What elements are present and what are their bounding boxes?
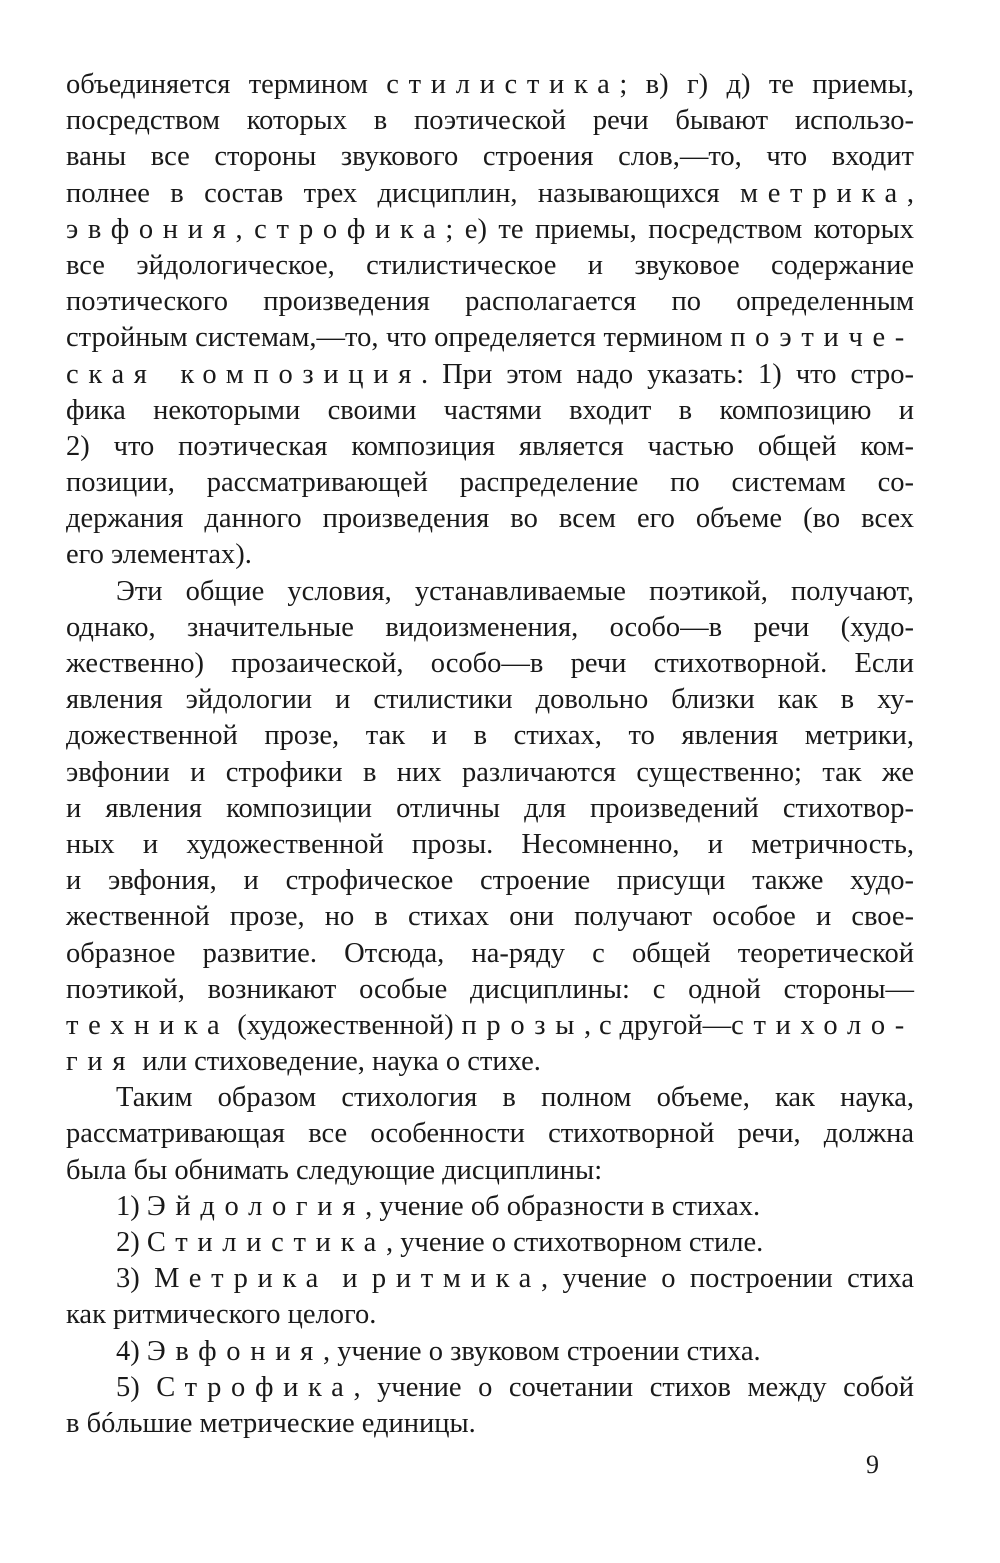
text-segment: или стиховедение, наука о стихе.: [135, 1046, 541, 1078]
text-segment: все эйдологическое, стилистическое и звуковое содержание: [66, 249, 914, 281]
emphasized-term: гия: [66, 1046, 136, 1078]
text-segment: 3): [116, 1263, 155, 1295]
text-segment: держания данного произведения во всем его объеме (во всех: [66, 503, 914, 535]
text-segment: фика некоторыми своими частями входит в композицию и: [66, 394, 914, 426]
text-segment: в бóльшие метрические единицы.: [66, 1407, 476, 1439]
text-segment: и: [327, 1263, 372, 1295]
text-line: [66, 827, 914, 863]
emphasized-term: эвфония: [66, 213, 236, 245]
text-line: [66, 1116, 914, 1152]
emphasized-term: Эвфония: [146, 1335, 323, 1367]
text-line: [66, 936, 914, 972]
text-line: [66, 103, 914, 139]
text-segment: объединяется термином: [66, 69, 387, 100]
text-segment: , с другой—: [584, 1009, 732, 1041]
text-segment: явления эйдологии и стилистики довольно близки как в ху-: [66, 684, 914, 716]
text-segment: , учение о сочетании стихов между собой: [353, 1371, 914, 1403]
text-line: [66, 1334, 914, 1370]
text-segment: , учение о звуковом строении стиха.: [322, 1335, 761, 1367]
emphasized-term: метрика: [739, 177, 907, 209]
text-line: [66, 755, 914, 791]
text-line: [66, 1189, 914, 1225]
text-line: [66, 972, 914, 1008]
emphasized-term: техника: [66, 1009, 230, 1041]
text-segment: стройным системам,—то, что определяется термином: [66, 322, 731, 354]
text-segment: посредством которых в поэтической речи бывают использо-: [66, 105, 914, 137]
text-segment: рассматривающая все особенности стихотворной речи, должна: [66, 1118, 914, 1150]
text-segment: , учение о стихотворном стиле.: [386, 1227, 764, 1258]
text-segment: жественной прозе, но в стихах они получают особое и свое-: [66, 901, 914, 933]
text-segment: позиции, рассматривающей распределение по системам со-: [66, 467, 914, 499]
text-line: [66, 320, 914, 356]
text-segment: ; в) г) д) те приемы,: [619, 69, 914, 100]
text-segment: и явления композиции отличны для произведений стихотвор-: [66, 792, 914, 824]
emphasized-term: Метрика: [154, 1263, 328, 1295]
text-line: [66, 1370, 914, 1406]
text-segment: и эвфония, и строфическое строение присущи также худо-: [66, 865, 914, 897]
text-segment: 1): [116, 1190, 147, 1222]
text-line: [66, 682, 914, 718]
text-segment: ваны все стороны звукового строения слов,—то, что входит: [66, 141, 914, 173]
text-segment: однако, значительные видоизменения, особо—в речи (худо-: [66, 611, 914, 643]
text-line: [66, 646, 914, 682]
page-number: 9: [866, 1450, 879, 1479]
text-line: [66, 1008, 914, 1044]
text-line: [66, 1153, 914, 1189]
text-segment: 2): [116, 1227, 147, 1258]
text-line: [66, 537, 914, 573]
text-line: [66, 429, 914, 465]
text-segment: (художественной): [229, 1009, 462, 1041]
text-segment: полнее в состав трех дисциплин, называющихся: [66, 177, 740, 209]
text-segment: ; е) те приемы, посредством которых: [445, 213, 914, 245]
text-segment: его элементах).: [66, 539, 252, 571]
emphasized-term: Эйдология: [146, 1190, 366, 1222]
text-line: [66, 465, 914, 501]
text-segment: , учение об образности в стихах.: [365, 1190, 761, 1222]
text-line: [66, 574, 914, 610]
text-line: [66, 791, 914, 827]
text-segment: как ритмического целого.: [66, 1299, 377, 1331]
text-segment: была бы обнимать следующие дисциплины:: [66, 1154, 603, 1186]
text-segment: эвфонии и строфики в них различаются существенно; так же: [66, 756, 914, 788]
emphasized-term: стилистика: [386, 69, 620, 100]
text-line: [66, 1406, 914, 1442]
text-segment: 5): [116, 1371, 157, 1403]
text-segment: ,: [906, 177, 914, 209]
emphasized-term: ская композиция: [66, 358, 421, 390]
page-text: [66, 67, 914, 1442]
text-line: [66, 212, 914, 248]
emphasized-term: поэтиче-: [730, 322, 914, 354]
text-segment: 2) что поэтическая композиция является частью общей ком-: [66, 430, 914, 462]
text-line: [66, 610, 914, 646]
text-segment: ных и художественной прозы. Несомненно, и метричность,: [66, 828, 914, 860]
emphasized-term: Стилистика: [146, 1227, 387, 1258]
text-segment: Эти общие условия, устанавливаемые поэтикой, получают,: [116, 575, 914, 607]
emphasized-term: стихоло-: [731, 1009, 914, 1041]
text-line: [66, 863, 914, 899]
text-segment: жественно) прозаической, особо—в речи стихотворной. Если: [66, 648, 914, 679]
text-line: [66, 67, 914, 103]
text-segment: дожественной прозе, так и в стихах, то явления метрики,: [66, 720, 914, 752]
emphasized-term: Строфика: [156, 1371, 354, 1403]
text-line: [66, 501, 914, 537]
text-segment: 4): [116, 1335, 147, 1367]
text-line: [66, 284, 914, 320]
text-segment: поэтического произведения располагается по определенным: [66, 286, 914, 318]
text-line: [66, 1080, 914, 1116]
text-line: [66, 357, 914, 393]
text-line: [66, 139, 914, 175]
text-line: [66, 718, 914, 754]
emphasized-term: строфика: [254, 213, 446, 245]
text-segment: образное развитие. Отсюда, на-ряду с общей теоретической: [66, 937, 914, 969]
text-segment: поэтикой, возникают особые дисциплины: с одной стороны—: [66, 973, 914, 1005]
emphasized-term: ритмика: [371, 1263, 542, 1295]
text-line: [66, 248, 914, 284]
text-line: [66, 1261, 914, 1297]
text-line: [66, 1225, 914, 1261]
text-line: [66, 1297, 914, 1333]
text-segment: . При этом надо указать: 1) что стро-: [421, 358, 914, 390]
text-line: [66, 393, 914, 429]
text-line: [66, 1044, 914, 1080]
text-segment: ,: [235, 213, 255, 245]
text-segment: Таким образом стихология в полном объеме, как наука,: [116, 1082, 914, 1114]
text-line: [66, 899, 914, 935]
text-line: [66, 176, 914, 212]
text-segment: , учение о построении стиха: [541, 1263, 914, 1295]
emphasized-term: прозы: [461, 1009, 585, 1041]
